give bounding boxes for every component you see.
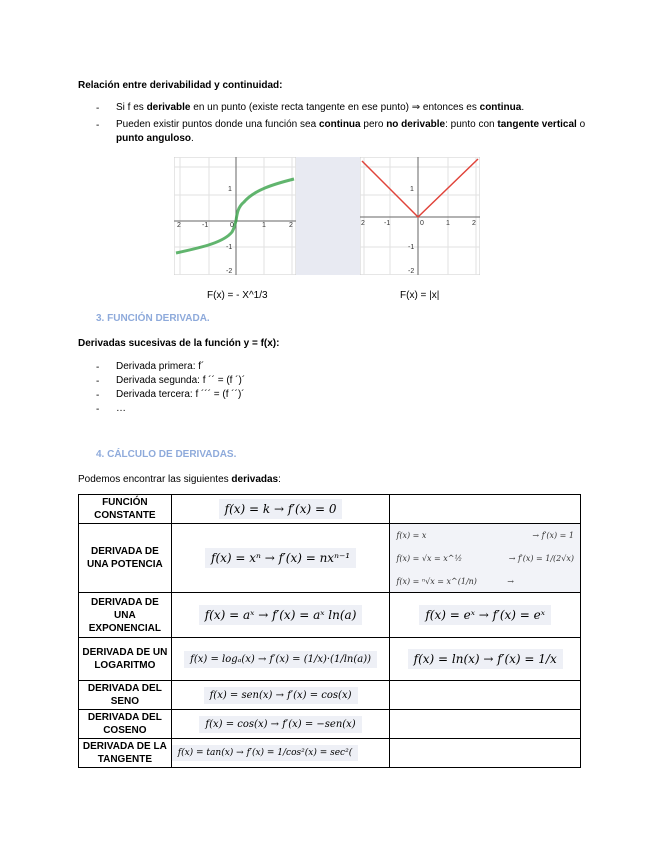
bullet-dash: - [96, 362, 100, 373]
row-name: DERIVADA DE UNA POTENCIA [79, 524, 172, 593]
special-formula: f(x) = eˣ → f′(x) = eˣ [419, 605, 551, 625]
formula: f(x) = logₐ(x) → f′(x) = (1/x)·(1/ln(a)) [184, 651, 377, 668]
x-tick: 2 [177, 222, 181, 229]
x-tick: 0 [230, 222, 234, 229]
derivatives-table [78, 494, 581, 768]
x-tick: 1 [262, 222, 266, 229]
cube-root-graph [174, 157, 296, 275]
section4-intro: Podemos encontrar las siguientes derivadas: [78, 474, 281, 485]
row-name: DERIVADA DE UN LOGARITMO [79, 638, 172, 681]
x-tick: 2 [289, 222, 293, 229]
relation-item-2: Pueden existir puntos donde una función sea continua pero no derivable: punto con tangente vertical o punto anguloso. [116, 119, 586, 144]
derivative-item: Derivada segunda: f ´´ = (f ´)´ [116, 375, 246, 386]
row-name: FUNCIÓN CONSTANTE [79, 495, 172, 524]
table-row [79, 638, 581, 681]
bullet-dash: - [96, 103, 100, 114]
x-tick: -1 [202, 222, 209, 229]
empty-cell [390, 739, 581, 768]
y-tick: 1 [410, 186, 414, 193]
formula: f(x) = cos(x) → f′(x) = −sen(x) [199, 716, 361, 733]
bullet-dash: - [96, 120, 100, 131]
derivative-item: Derivada primera: f´ [116, 361, 205, 372]
derivative-item: Derivada tercera: f ´´´ = (f ´´)´ [116, 389, 245, 400]
relation-title: Relación entre derivabilidad y continuidad: [78, 80, 283, 91]
abs-value-graph [360, 157, 480, 275]
y-tick: -1 [408, 244, 415, 251]
table-row [79, 495, 581, 524]
table-row [79, 710, 581, 739]
x-tick: 1 [446, 220, 450, 227]
special-formula: f(x) = ln(x) → f′(x) = 1/x [408, 649, 563, 669]
table-row [79, 524, 581, 593]
bullet-dash: - [96, 404, 100, 415]
derivative-item: … [116, 403, 126, 414]
empty-cell [390, 681, 581, 710]
relation-item-1: Si f es derivable en un punto (existe recta tangente en ese punto) ⇒ entonces es continua. [116, 102, 525, 113]
section4-heading: 4. CÁLCULO DE DERIVADAS. [96, 449, 237, 460]
right-graph-caption: F(x) = |x| [400, 290, 440, 301]
left-graph-caption: F(x) = - X^1/3 [207, 290, 268, 301]
formula: f(x) = k → f′(x) = 0 [219, 499, 343, 519]
section3-heading: 3. FUNCIÓN DERIVADA. [96, 313, 210, 324]
formula: f(x) = aˣ → f′(x) = aˣ ln(a) [199, 605, 363, 625]
row-name: DERIVADA DEL COSENO [79, 710, 172, 739]
table-row [79, 739, 581, 768]
row-name: DERIVADA DE LA TANGENTE [79, 739, 172, 768]
special-case: f(x) = x → f′(x) = 1 [396, 530, 574, 540]
empty-cell [390, 710, 581, 739]
section3-subtitle: Derivadas sucesivas de la función y = f(x): [78, 338, 280, 349]
row-name: DERIVADA DE UNA EXPONENCIAL [79, 593, 172, 638]
x-tick: -1 [384, 220, 391, 227]
special-case: f(x) = ⁿ√x = x^(1/n) → [396, 576, 514, 586]
y-tick: -2 [226, 268, 233, 275]
x-tick: 2 [361, 220, 365, 227]
y-tick: -2 [408, 268, 415, 275]
y-tick: 1 [228, 186, 232, 193]
special-case: f(x) = √x = x^½ → f′(x) = 1/(2√x) [396, 553, 574, 563]
bullet-dash: - [96, 376, 100, 387]
row-name: DERIVADA DEL SENO [79, 681, 172, 710]
x-tick: 0 [420, 220, 424, 227]
empty-cell [390, 495, 581, 524]
formula: f(x) = xⁿ → f′(x) = nxⁿ⁻¹ [205, 548, 356, 568]
y-tick: -1 [226, 244, 233, 251]
formula: f(x) = sen(x) → f′(x) = cos(x) [204, 687, 358, 704]
graph-spacer [296, 157, 360, 275]
table-row [79, 593, 581, 638]
x-tick: 2 [472, 220, 476, 227]
bullet-dash: - [96, 390, 100, 401]
formula: f(x) = tan(x) → f′(x) = 1/cos²(x) = sec²( [172, 745, 358, 761]
table-row [79, 681, 581, 710]
